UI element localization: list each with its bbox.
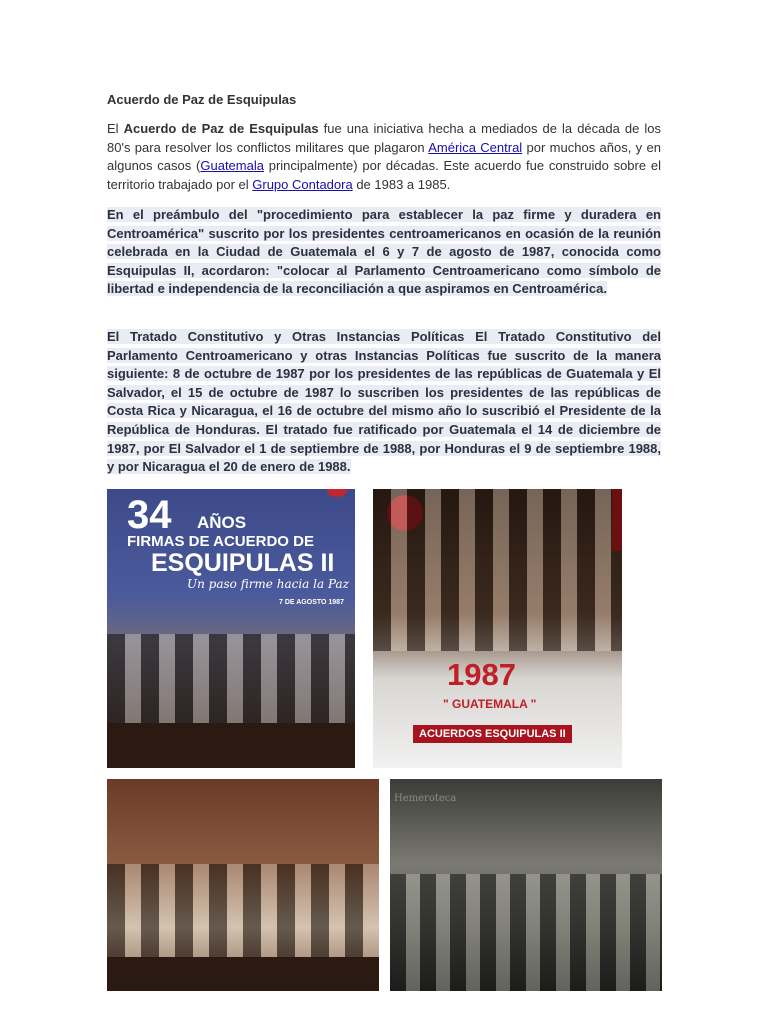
poster-city: " GUATEMALA " <box>443 697 537 711</box>
archive-people <box>390 874 662 991</box>
poster-34-anos-image <box>107 489 355 768</box>
poster-1987-image <box>373 489 622 768</box>
poster-slogan: Un paso firme hacia la Paz <box>187 577 349 591</box>
signing-table <box>107 957 379 991</box>
preamble-paragraph <box>107 206 661 299</box>
intro-paragraph <box>107 120 661 194</box>
signing-color-photo <box>107 779 379 991</box>
signing-table <box>107 723 355 768</box>
intro-lead: El <box>107 121 124 136</box>
link-guatemala[interactable]: Guatemala <box>200 158 264 174</box>
poster-number: 34 <box>127 493 172 537</box>
poster-years: AÑOS <box>197 513 247 532</box>
intro-text-1: fue una iniciativa hecha a mediados de la década de los 80's para resolver los conflictos militares que plagaron <box>107 121 662 155</box>
poster-year: 1987 <box>447 657 516 692</box>
intro-text-3: principalmente) por décadas. Este acuerdo fue construido sobre el territorio trabajado por el <box>107 158 661 192</box>
preamble-text: En el preámbulo del "procedimiento para establecer la paz firme y duradera en Centroamérica" suscrito por los presidentes centroamericanos en ocasión de la reunión celebrada en la Ciudad de Guatemala el 6 y 7 de agosto de 1987, conocida como Esquipulas II, acordaron: "colocar al Parlamento Centroamericano como símbolo de libertad e independencia de la reconciliación a que aspiramos en Centroamérica. <box>107 207 661 297</box>
treaty-text: El Tratado Constitutivo y Otras Instancias Políticas El Tratado Constitutivo del Parlamento Centroamericano y otras Instancias Políticas fue suscrito de la manera siguiente: 8 de octubre de 1987 por los presidentes de las repúblicas de Guatemala y El Salvador, el 15 de octubre de 1987 lo suscriben los presidentes de las repúblicas de Costa Rica y Nicaragua, el 16 de octubre del mismo año lo suscribió el Presidente de la República de Honduras. El tratado fue ratificado por Guatemala el 14 de diciembre de 1987, por El Salvador el 1 de septiembre de 1988, por Honduras el 9 de septiembre 1988, y por Nicaragua el 20 de enero de 1988. <box>107 329 661 475</box>
poster-line2: ESQUIPULAS II <box>151 549 335 577</box>
signing-photo <box>373 489 622 651</box>
poster-date: 7 DE AGOSTO 1987 <box>279 599 344 606</box>
intro-text-2: por muchos años, y en algunos casos ( <box>107 139 661 174</box>
link-grupo-contadora[interactable]: Grupo Contadora <box>252 176 353 192</box>
poster-label: ACUERDOS ESQUIPULAS II <box>413 725 572 743</box>
poster-line1: FIRMAS DE ACUERDO DE <box>127 533 314 550</box>
page-title: Acuerdo de Paz de Esquipulas <box>107 92 297 107</box>
link-america-central[interactable]: América Central <box>428 139 523 155</box>
archive-bw-photo <box>390 779 662 991</box>
intro-bold-term: Acuerdo de Paz de Esquipulas <box>123 121 319 136</box>
intro-text-4: de 1983 a 1985. <box>352 176 451 192</box>
watermark-text: Hemeroteca <box>394 793 457 804</box>
emblem-icon <box>327 489 347 497</box>
treaty-paragraph <box>107 328 661 477</box>
